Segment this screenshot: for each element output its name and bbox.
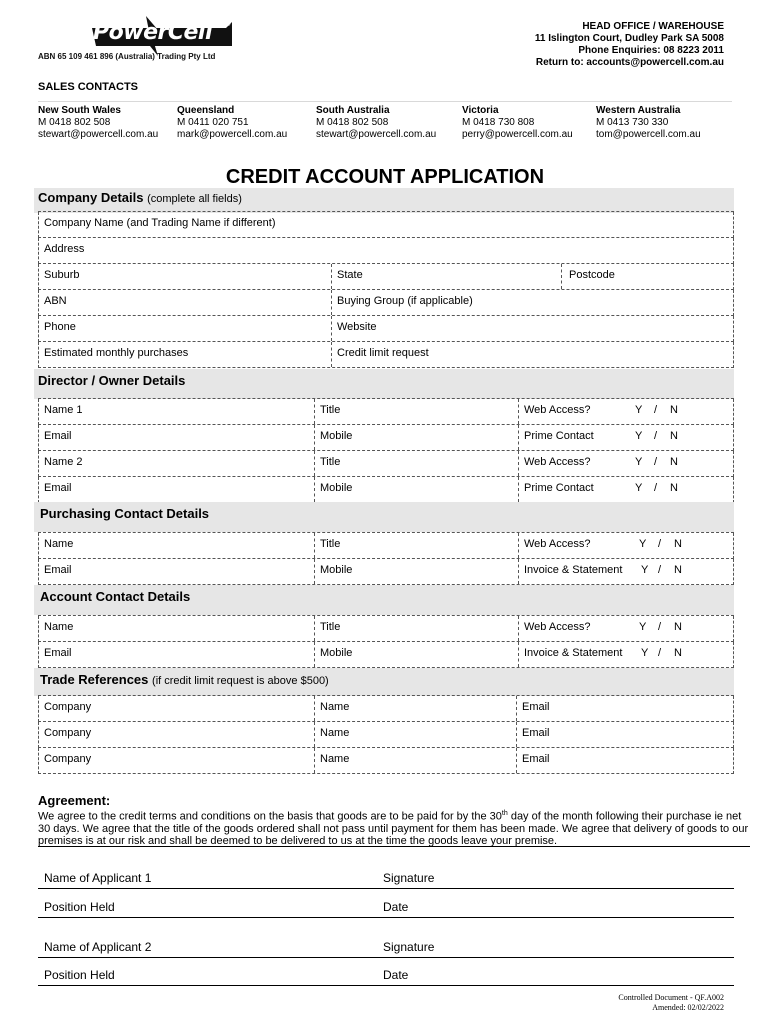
yes-option[interactable]: Y [635, 456, 643, 468]
field-suburb[interactable]: Suburb [44, 269, 80, 281]
field-address[interactable]: Address [44, 243, 85, 255]
ordinal-suffix: th [501, 810, 508, 817]
divider [38, 101, 732, 102]
yn-separator: / [654, 430, 658, 442]
office-line: HEAD OFFICE / WAREHOUSE [582, 21, 724, 32]
field-trade-name-3[interactable]: Name [314, 748, 516, 773]
field-trade-name-1[interactable]: Name [314, 696, 516, 721]
powercell-logo [36, 14, 246, 64]
no-option[interactable]: N [670, 482, 678, 494]
field-trade-email-3[interactable]: Email [516, 748, 733, 773]
footer-line: Amended: 02/02/2022 [652, 1003, 724, 1012]
form-row [38, 342, 734, 368]
field-trade-company-2[interactable]: Company [44, 727, 92, 739]
form-row [38, 748, 734, 774]
company-details-band [34, 188, 734, 213]
field-state[interactable]: State [331, 264, 561, 289]
contact-email[interactable]: perry@powercell.com.au [462, 129, 573, 140]
office-line: Return to: accounts@powercell.com.au [535, 57, 724, 68]
logo-wordmark: PowerCell [93, 20, 212, 45]
agreement-text-part: We agree to the credit terms and conditions on the basis that goods are to be paid for by the 30 [38, 810, 502, 823]
form-row [38, 722, 734, 748]
field-web-access-1[interactable] [518, 399, 733, 424]
sales-contact-vic [462, 105, 573, 141]
contact-mobile: M 0411 020 751 [177, 117, 249, 128]
contact-mobile: M 0418 802 508 [38, 117, 111, 128]
contact-mobile: M 0413 730 330 [596, 117, 669, 128]
field-label: Web Access? [524, 456, 591, 468]
yn-separator: / [654, 404, 658, 416]
field-applicant-2-name[interactable]: Name of Applicant 2 [44, 940, 152, 954]
divider [38, 846, 750, 847]
yes-option[interactable]: Y [639, 621, 647, 633]
contact-mobile: M 0418 802 508 [316, 117, 389, 128]
form-row [38, 696, 734, 722]
field-label: Invoice & Statement [524, 647, 623, 659]
yes-option[interactable]: Y [635, 404, 643, 416]
field-applicant-1-name[interactable]: Name of Applicant 1 [44, 871, 152, 885]
document-control-footer [618, 993, 724, 1013]
field-account-web-access[interactable] [518, 616, 733, 641]
form-row [38, 425, 734, 451]
no-option[interactable]: N [670, 430, 678, 442]
field-label: Web Access? [524, 538, 591, 550]
purchasing-contact-grid [38, 532, 734, 585]
yn-separator: / [658, 621, 662, 633]
field-director-title-2[interactable]: Title [314, 451, 518, 476]
field-label: Prime Contact [524, 482, 594, 494]
field-trade-email-2[interactable]: Email [516, 722, 733, 747]
section-title [38, 190, 242, 205]
form-title: CREDIT ACCOUNT APPLICATION [225, 166, 545, 188]
field-director-email-2[interactable]: Email [44, 482, 72, 494]
field-label: Prime Contact [524, 430, 594, 442]
agreement-heading: Agreement: [38, 793, 111, 808]
trade-references-band [34, 668, 734, 696]
section-title: Purchasing Contact Details [40, 506, 210, 521]
no-option[interactable]: N [670, 404, 678, 416]
field-trade-company-1[interactable]: Company [44, 701, 92, 713]
field-phone[interactable]: Phone [44, 321, 76, 333]
signature-row [38, 896, 734, 918]
field-account-invoice-statement[interactable] [518, 642, 733, 667]
field-purchasing-web-access[interactable] [518, 533, 733, 558]
yes-option[interactable]: Y [641, 564, 649, 576]
form-row [38, 533, 734, 559]
form-row [38, 642, 734, 668]
office-line: 11 Islington Court, Dudley Park SA 5008 [534, 33, 724, 44]
director-details-grid [38, 398, 734, 503]
field-director-mobile-1[interactable]: Mobile [314, 425, 518, 450]
trade-references-grid [38, 695, 734, 774]
contact-email[interactable]: tom@powercell.com.au [596, 129, 701, 140]
form-row [38, 290, 734, 316]
field-prime-contact-1[interactable] [518, 425, 733, 450]
field-abn[interactable]: ABN [44, 295, 67, 307]
section-note: (if credit limit request is above $500) [152, 675, 329, 687]
form-row [38, 451, 734, 477]
field-director-email-1[interactable]: Email [44, 430, 72, 442]
field-company-name[interactable]: Company Name (and Trading Name if different) [44, 217, 276, 229]
section-title [40, 672, 329, 687]
field-trade-email-1[interactable]: Email [516, 696, 733, 721]
agreement-text [38, 808, 750, 847]
section-title: Director / Owner Details [38, 373, 186, 388]
field-trade-company-3[interactable]: Company [44, 753, 92, 765]
sales-contact-sa [316, 105, 436, 141]
field-label: Web Access? [524, 404, 591, 416]
field-credit-limit-request[interactable]: Credit limit request [331, 342, 733, 367]
section-title: Account Contact Details [40, 589, 191, 604]
contact-email[interactable]: stewart@powercell.com.au [316, 129, 437, 140]
form-row [38, 616, 734, 642]
field-label: Invoice & Statement [524, 564, 623, 576]
field-applicant-2-position[interactable]: Position Held [44, 968, 115, 982]
director-details-band [34, 369, 734, 399]
section-title-text: Company Details [38, 190, 144, 205]
field-trade-name-2[interactable]: Name [314, 722, 516, 747]
contact-region: Queensland [177, 105, 235, 116]
section-note: (complete all fields) [147, 193, 242, 205]
company-details-grid [38, 211, 734, 368]
field-web-access-2[interactable] [518, 451, 733, 476]
account-contact-grid [38, 615, 734, 668]
yes-option[interactable]: Y [639, 538, 647, 550]
field-purchasing-name[interactable]: Name [44, 538, 74, 550]
no-option[interactable]: N [674, 538, 682, 550]
form-row [38, 316, 734, 342]
field-buying-group[interactable]: Buying Group (if applicable) [331, 290, 733, 315]
field-postcode[interactable]: Postcode [561, 264, 733, 289]
field-director-name-1[interactable]: Name 1 [44, 404, 83, 416]
contact-email[interactable]: mark@powercell.com.au [177, 129, 288, 140]
field-prime-contact-2[interactable] [518, 477, 733, 502]
form-row [38, 264, 734, 290]
field-purchasing-email[interactable]: Email [44, 564, 72, 576]
yn-separator: / [658, 647, 662, 659]
contact-region: Western Australia [596, 105, 681, 116]
field-director-mobile-2[interactable]: Mobile [314, 477, 518, 502]
field-applicant-2-date[interactable]: Date [383, 968, 409, 982]
yn-separator: / [658, 564, 662, 576]
contact-email[interactable]: stewart@powercell.com.au [38, 129, 159, 140]
form-row [38, 399, 734, 425]
yes-option[interactable]: Y [641, 647, 649, 659]
head-office-address [535, 21, 724, 69]
field-applicant-2-signature[interactable]: Signature [383, 940, 435, 954]
field-applicant-1-date[interactable]: Date [383, 900, 409, 914]
form-row [38, 559, 734, 585]
sales-contacts-heading: SALES CONTACTS [38, 81, 139, 93]
field-label: Web Access? [524, 621, 591, 633]
sales-contact-qld [177, 105, 287, 141]
field-purchasing-mobile[interactable]: Mobile [314, 559, 518, 584]
form-row [38, 212, 734, 238]
sales-contact-wa [596, 105, 701, 141]
field-account-mobile[interactable]: Mobile [314, 642, 518, 667]
no-option[interactable]: N [674, 647, 682, 659]
yn-separator: / [654, 482, 658, 494]
field-website[interactable]: Website [331, 316, 733, 341]
field-purchasing-title[interactable]: Title [314, 533, 518, 558]
yes-option[interactable]: Y [635, 430, 643, 442]
field-account-title[interactable]: Title [314, 616, 518, 641]
field-account-email[interactable]: Email [44, 647, 72, 659]
no-option[interactable]: N [670, 456, 678, 468]
yn-separator: / [654, 456, 658, 468]
field-purchasing-invoice-statement[interactable] [518, 559, 733, 584]
abn-trading-name: ABN 65 109 461 896 (Australia) Trading Pty Ltd [38, 52, 216, 61]
footer-line: Controlled Document - QF.A002 [618, 993, 724, 1002]
signature-row [38, 867, 734, 889]
agreement-text-part: day of the month following their purchase ie net 30 days. We agree that the title of the goods ordered shall not pass until payment for them has been made. We agree that delivery of goods to our premises is at our risk and shall be deemed to be delivered to us at the time the goods leave your premise. [38, 810, 749, 847]
section-title-text: Trade References [40, 672, 149, 687]
contact-region: New South Wales [38, 105, 121, 116]
purchasing-contact-band [34, 502, 734, 532]
account-contact-band [34, 585, 734, 615]
sales-contact-nsw [38, 105, 158, 141]
yn-separator: / [658, 538, 662, 550]
signature-row [38, 964, 734, 986]
signature-row [38, 936, 734, 958]
yes-option[interactable]: Y [635, 482, 643, 494]
no-option[interactable]: N [674, 564, 682, 576]
office-line: Phone Enquiries: 08 8223 2011 [578, 45, 724, 56]
form-row [38, 238, 734, 264]
contact-region: South Australia [316, 105, 390, 116]
form-row [38, 477, 734, 503]
no-option[interactable]: N [674, 621, 682, 633]
contact-region: Victoria [462, 105, 499, 116]
field-applicant-1-signature[interactable]: Signature [383, 871, 435, 885]
field-applicant-1-position[interactable]: Position Held [44, 900, 115, 914]
contact-mobile: M 0418 730 808 [462, 117, 535, 128]
field-director-name-2[interactable]: Name 2 [44, 456, 83, 468]
registered-mark: ® [226, 22, 231, 28]
field-director-title-1[interactable]: Title [314, 399, 518, 424]
field-estimated-monthly-purchases[interactable]: Estimated monthly purchases [44, 347, 189, 359]
field-account-name[interactable]: Name [44, 621, 74, 633]
